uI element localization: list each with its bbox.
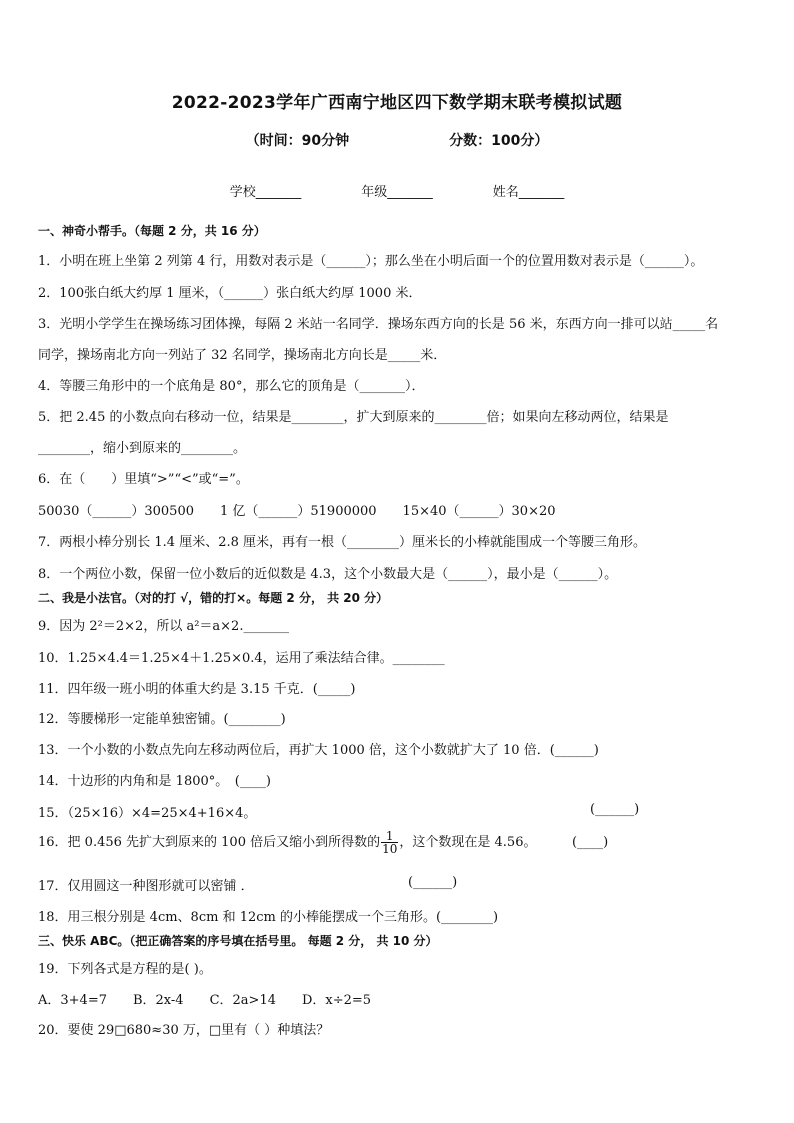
question-11: 11．四年级一班小明的体重大约是 3.15 千克．(_____)	[38, 682, 356, 697]
question-15-blank: (______)	[590, 802, 640, 817]
question-16	[38, 830, 738, 856]
question-19-options: A．3+4=7 B．2x-4 C．2a>14 D．x÷2=5	[38, 993, 372, 1008]
question-16-blank: (____)	[572, 835, 609, 850]
question-18: 18．用三根分别是 4cm、8cm 和 12cm 的小棒能摆成一个三角形。(________)	[38, 910, 499, 925]
question-12: 12．等腰梯形一定能单独密铺。(________)	[38, 712, 286, 727]
exam-score: 分数：100分）	[449, 133, 549, 149]
question-4: 4．等腰三角形中的一个底角是 80°，那么它的顶角是（_______）．	[38, 379, 425, 394]
school-field: 学校_______	[229, 185, 302, 200]
page-title: 2022-2023学年广西南宁地区四下数学期末联考模拟试题	[171, 93, 623, 113]
question-6-items: 50030（______）300500 1 亿（______）51900000 15×40（______）30×20	[38, 504, 556, 519]
question-17-blank: (______)	[408, 875, 458, 890]
question-7: 7．两根小棒分别长 1.4 厘米、2.8 厘米，再有一根（________）厘米长的小棒就能围成一个等腰三角形。	[38, 535, 647, 550]
question-17-text: 17．仅用圆这一种图形就可以密铺 ．	[38, 879, 254, 894]
question-19: 19．下列各式是方程的是( )。	[38, 962, 212, 977]
question-14: 14．十边形的内角和是 1800°。 (____)	[38, 774, 271, 789]
grade-field: 年级_______	[361, 185, 433, 200]
fraction	[381, 830, 398, 855]
student-info	[0, 181, 794, 200]
question-8: 8．一个两位小数，保留一位小数后的近似数是 4.3，这个小数最大是（______），最小是（______）。	[38, 567, 618, 582]
question-16-text-end: ，这个数现在是 4.56。	[399, 835, 537, 850]
section-3-heading: 三、快乐 ABC。（把正确答案的序号填在括号里。 每题 2 分， 共 10 分）	[38, 934, 438, 948]
question-17	[38, 875, 738, 894]
question-3-line-2: 同学，操场南北方向一列站了 32 名同学，操场南北方向长是_____米．	[38, 348, 447, 363]
fraction-denominator: 10	[382, 842, 398, 856]
question-15	[38, 802, 738, 821]
question-1: 1．小明在班上坐第 2 列第 4 行，用数对表示是（______）；那么坐在小明后面一个的位置用数对表示是（______）。	[38, 254, 704, 269]
question-20: 20．要使 29□680≈30 万，□里有（ ）种填法？	[38, 1023, 330, 1038]
name-field: 姓名_______	[492, 185, 565, 200]
question-13: 13．一个小数的小数点先向左移动两位后，再扩大 1000 倍，这个小数就扩大了 10 倍．(______)	[38, 743, 599, 758]
question-5-line-1: 5．把 2.45 的小数点向右移动一位，结果是________，扩大到原来的________倍；如果向左移动两位，结果是	[38, 410, 669, 425]
question-10: 10．1.25×4.4＝1.25×4＋1.25×0.4，运用了乘法结合律。________	[38, 651, 445, 666]
question-5-line-2: ________，缩小到原来的________。	[38, 441, 247, 456]
question-9: 9．因为 2²＝2×2，所以 a²＝a×2._______	[38, 619, 289, 634]
question-16-text: 16．把 0.456 先扩大到原来的 100 倍后又缩小到所得数的	[38, 835, 381, 850]
question-2: 2．100张白纸大约厚 1 厘米，（______）张白纸大约厚 1000 米．	[38, 286, 422, 301]
question-6: 6．在（ ）里填“>”“<”或“=”。	[38, 472, 249, 487]
question-15-text: 15．（25×16）×4=25×4+16×4。	[38, 806, 257, 821]
question-3-line-1: 3．光明小学学生在操场练习团体操，每隔 2 米站一名同学．操场东西方向的长是 56 米，东西方向一排可以站_____名	[38, 317, 719, 332]
section-2-heading: 二、我是小法官。（对的打 √，错的打×。每题 2 分， 共 20 分）	[38, 591, 389, 605]
fraction-numerator: 1	[381, 830, 398, 843]
exam-info	[0, 130, 794, 150]
section-1-heading: 一、神奇小帮手。（每题 2 分，共 16 分）	[38, 224, 266, 238]
exam-time: （时间：90分钟	[245, 133, 350, 149]
